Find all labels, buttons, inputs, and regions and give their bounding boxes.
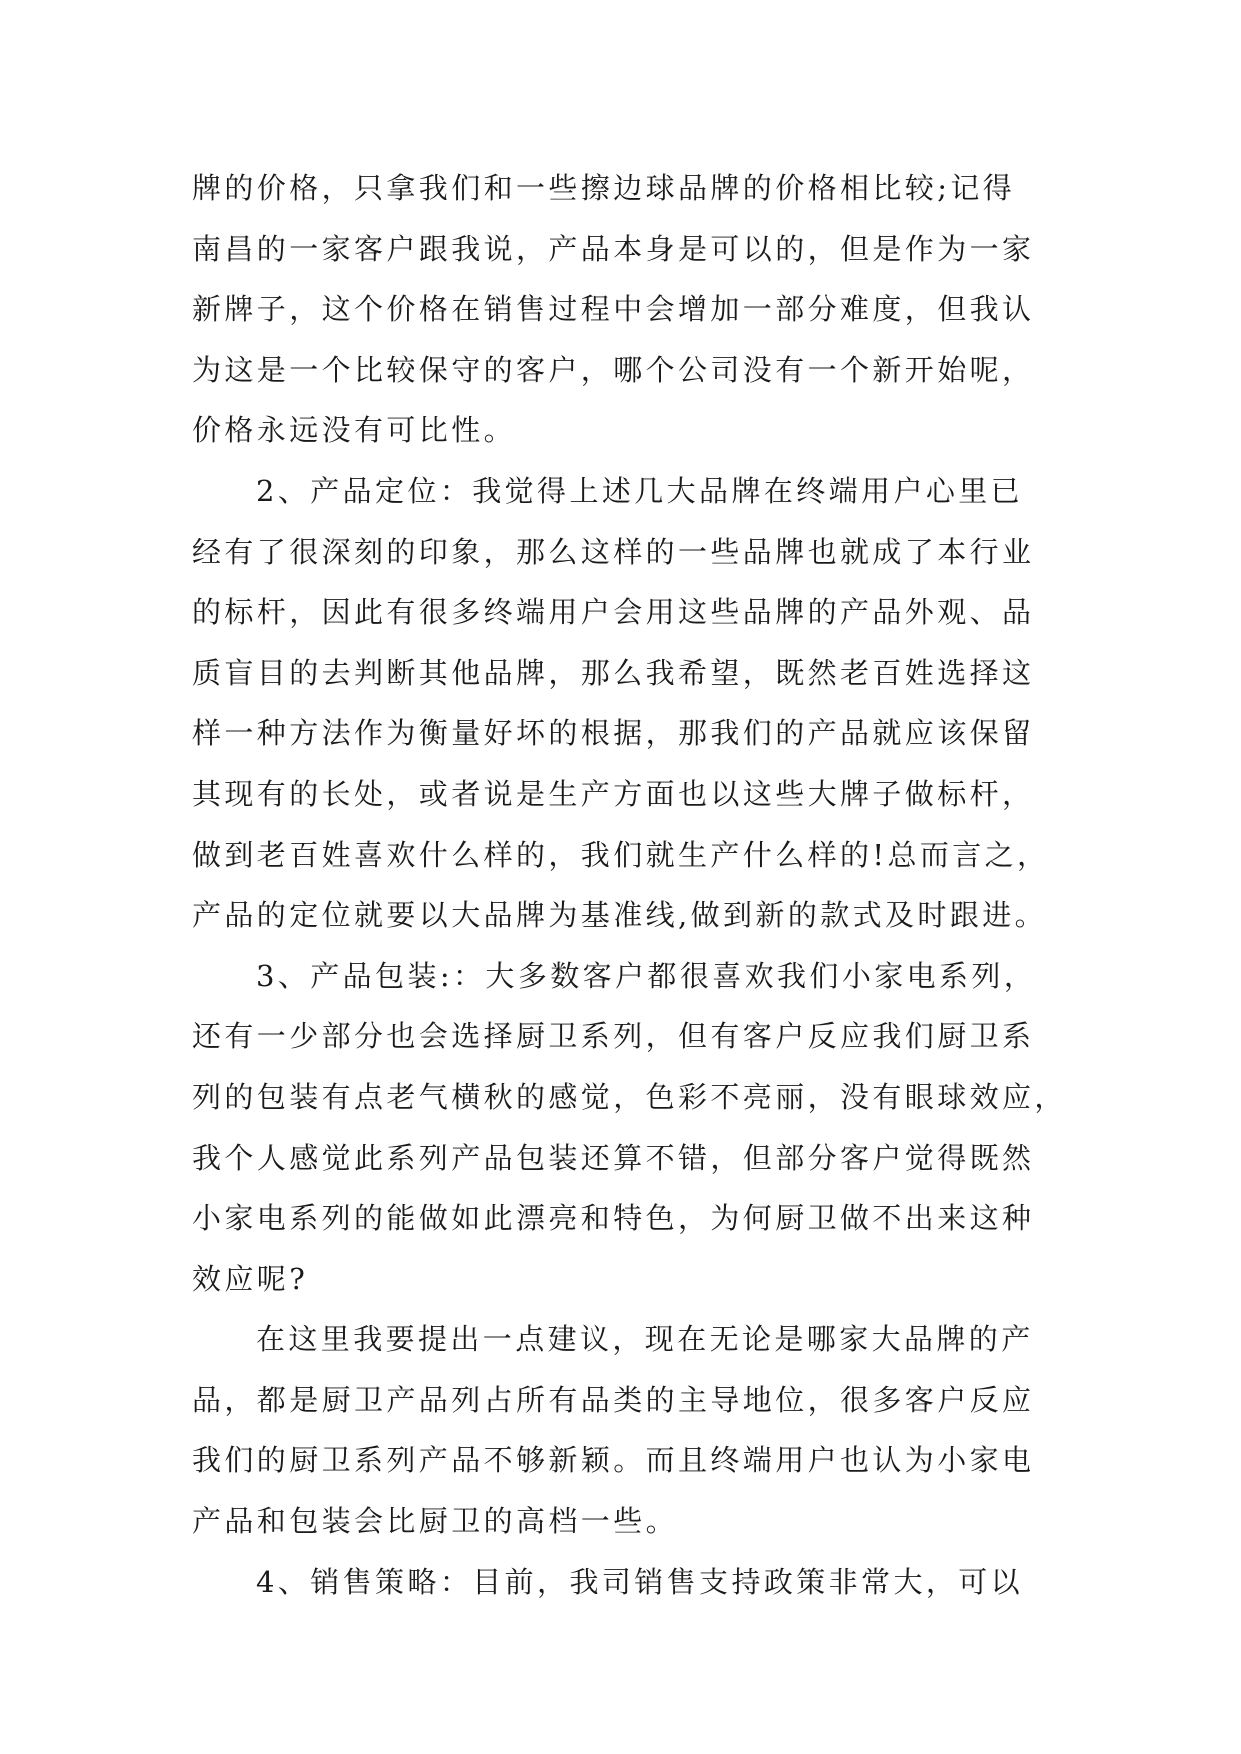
text-line: 其现有的长处，或者说是生产方面也以这些大牌子做标杆， [192, 776, 1035, 811]
text-line: 价格永远没有可比性。 [192, 413, 517, 448]
text-line: 小家电系列的能做如此漂亮和特色，为何厨卫做不出来这种 [192, 1201, 1035, 1236]
text-line: 还有一少部分也会选择厨卫系列，但有客户反应我们厨卫系 [192, 1019, 1035, 1054]
text-line: 南昌的一家客户跟我说，产品本身是可以的，但是作为一家 [192, 231, 1035, 266]
text-line: 列的包装有点老气横秋的感觉，色彩不亮丽，没有眼球效应， [192, 1079, 1067, 1114]
text-line: 质盲目的去判断其他品牌，那么我希望，既然老百姓选择这 [192, 655, 1035, 690]
paragraph-sales-strategy [192, 1552, 1052, 1613]
text-line: 样一种方法作为衡量好坏的根据，那我们的产品就应该保留 [192, 716, 1035, 751]
text-line: 品，都是厨卫产品列占所有品类的主导地位，很多客户反应 [192, 1382, 1035, 1417]
paragraph-product-packaging [192, 946, 1067, 1310]
paragraph-product-positioning [192, 461, 1052, 946]
text-line: 4、销售策略：目前，我司销售支持政策非常大，可以 [256, 1564, 1024, 1599]
text-line: 2、产品定位：我觉得上述几大品牌在终端用户心里已 [256, 473, 1024, 508]
text-line: 的标杆，因此有很多终端用户会用这些品牌的产品外观、品 [192, 595, 1035, 630]
text-line: 做到老百姓喜欢什么样的，我们就生产什么样的!总而言之， [192, 837, 1050, 872]
text-line: 牌的价格，只拿我们和一些擦边球品牌的价格相比较;记得 [192, 171, 1016, 205]
text-line: 经有了很深刻的印象，那么这样的一些品牌也就成了本行业 [192, 534, 1035, 569]
text-line: 产品的定位就要以大品牌为基准线,做到新的款式及时跟进。 [192, 898, 1048, 933]
paragraph-suggestion [192, 1309, 1052, 1551]
text-line: 新牌子，这个价格在销售过程中会增加一部分难度，但我认 [192, 292, 1035, 327]
text-line: 在这里我要提出一点建议，现在无论是哪家大品牌的产 [256, 1322, 1034, 1357]
text-line: 我个人感觉此系列产品包装还算不错，但部分客户觉得既然 [192, 1140, 1035, 1175]
paragraph-price-continued [192, 158, 1052, 461]
document-body [192, 158, 1067, 1612]
text-line: 效应呢? [192, 1261, 309, 1296]
text-line: 产品和包装会比厨卫的高档一些。 [192, 1504, 679, 1539]
text-line: 为这是一个比较保守的客户，哪个公司没有一个新开始呢， [192, 352, 1035, 387]
text-line: 我们的厨卫系列产品不够新颖。而且终端用户也认为小家电 [192, 1443, 1035, 1478]
text-line: 3、产品包装:：大多数客户都很喜欢我们小家电系列， [256, 958, 1037, 993]
